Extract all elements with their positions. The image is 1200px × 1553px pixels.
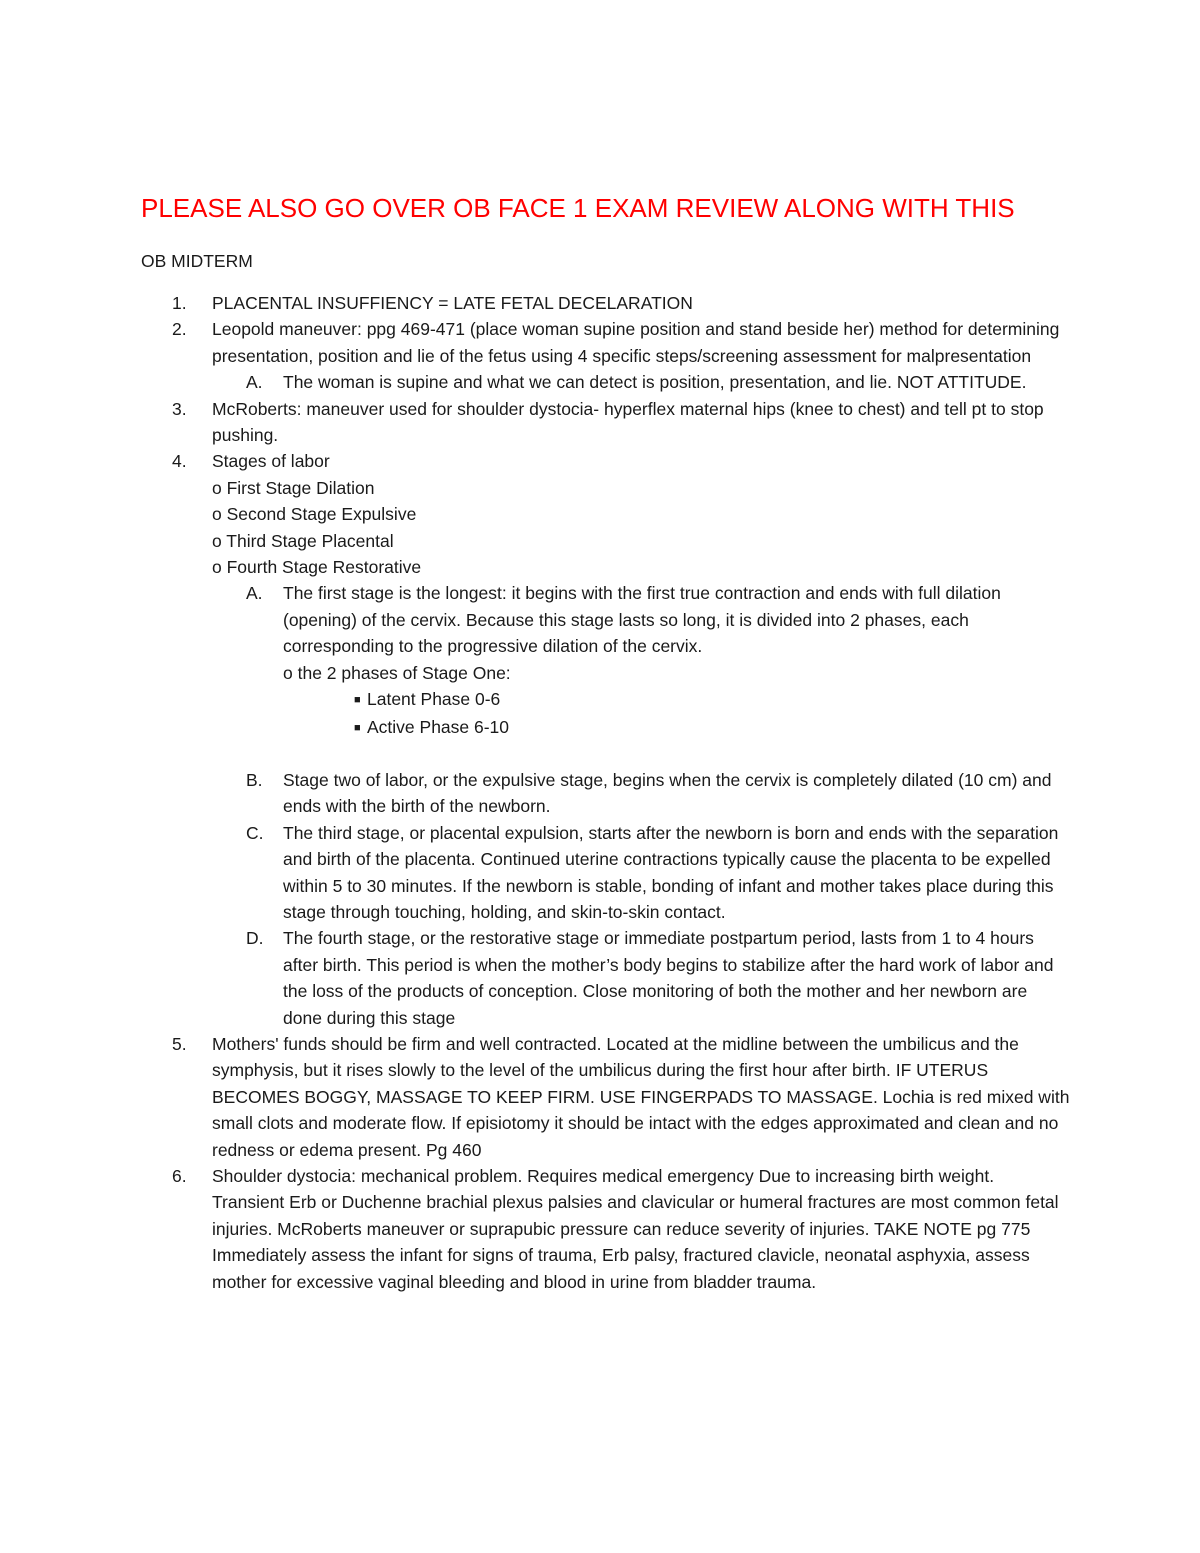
sub-list-text: The first stage is the longest: it begins with the first true contraction and ends with full dilation (opening) of the cervix. Because this stage lasts so long, it is divided into 2 phases, each corresponding to the progressive dilation of the cervix. bbox=[283, 583, 1001, 657]
sub-list-item bbox=[0, 369, 1200, 395]
sub-list-letter: A. bbox=[246, 583, 263, 604]
phase-item: ■ Active Phase 6-10 bbox=[354, 714, 1200, 741]
phase-item: ■ Latent Phase 0-6 bbox=[354, 686, 1200, 713]
sub-list-letter: B. bbox=[246, 769, 263, 790]
list-item bbox=[0, 448, 1200, 474]
document-title: OB MIDTERM bbox=[141, 251, 253, 271]
list-item-text: Shoulder dystocia: mechanical problem. Requires medical emergency Due to increasing birth weight. Transient Erb or Duchenne brachial plexus palsies and clavicular or humeral fractures are most common fetal injuries. McRoberts maneuver or suprapubic pressure can reduce severity of injuries. TAKE NOTE pg 775 Immediately assess the infant for signs of trauma, Erb palsy, fractured clavicle, neonatal asphyxia, assess mother for excessive vaginal bleeding and blood in urine from bladder trauma. bbox=[212, 1166, 1059, 1292]
list-item bbox=[0, 316, 1200, 369]
list-number: 6. bbox=[172, 1166, 187, 1186]
sub-list-text: Stage two of labor, or the expulsive stage, begins when the cervix is completely dilated (10 cm) and ends with the birth of the newborn. bbox=[283, 769, 1052, 817]
sub-list-letter: C. bbox=[246, 822, 264, 843]
sub-list-letter: A. bbox=[246, 372, 263, 393]
list-item bbox=[0, 396, 1200, 449]
list-item bbox=[0, 290, 1200, 316]
list-item-text: Mothers' funds should be firm and well contracted. Located at the midline between the umbilicus and the symphysis, but it rises slowly to the level of the umbilicus during the first hour after birth. IF UTERUS BECOMES BOGGY, MASSAGE TO KEEP FIRM. USE FINGERPADS TO MASSAGE. Lochia is red mixed with small clots and moderate flow. If episiotomy it should be intact with the edges approximated and clean and no redness or edema present. Pg 460 bbox=[212, 1033, 1070, 1160]
list-item-text: Leopold maneuver: ppg 469-471 (place woman supine position and stand beside her) method for determining presentation, position and lie of the fetus using 4 specific steps/screening assessment for malpresentation bbox=[212, 319, 1060, 366]
square-bullet-icon: ■ bbox=[354, 694, 361, 707]
spacer bbox=[0, 741, 1200, 767]
list-number: 5. bbox=[172, 1033, 187, 1054]
sub-list-item bbox=[0, 580, 1200, 659]
stage-bullet: o Second Stage Expulsive bbox=[212, 504, 417, 525]
list-number: 4. bbox=[172, 451, 187, 472]
sub-list-text: The woman is supine and what we can detect is position, presentation, and lie. NOT ATTITUDE. bbox=[283, 372, 1027, 393]
stage-bullet: o Fourth Stage Restorative bbox=[212, 557, 422, 578]
sub-list-text: The fourth stage, or the restorative stage or immediate postpartum period, lasts from 1 to 4 hours after birth. This period is when the mother’s body begins to stabilize after the hard work of labor and the loss of the products of conception. Close monitoring of both the mother and her newborn are done during this stage bbox=[283, 928, 1054, 1028]
square-bullet-icon: ■ bbox=[354, 721, 361, 734]
list-item-text: McRoberts: maneuver used for shoulder dystocia- hyperflex maternal hips (knee to chest) and tell pt to stop pushing. bbox=[212, 398, 1044, 446]
page-header: PLEASE ALSO GO OVER OB FACE 1 EXAM REVIEW ALONG WITH THIS bbox=[141, 193, 1015, 223]
list-item bbox=[0, 1031, 1200, 1163]
list-number: 3. bbox=[172, 398, 187, 419]
stage-bullet: o Third Stage Placental bbox=[212, 530, 394, 551]
sub-list-text: The third stage, or placental expulsion, starts after the newborn is born and ends with the separation and birth of the placenta. Continued uterine contractions typically cause the placenta to be expelled within 5 to 30 minutes. If the newborn is stable, bonding of infant and mother takes place during this stage through touching, holding, and skin-to-skin contact. bbox=[283, 822, 1059, 922]
list-item-text: Stages of labor bbox=[212, 451, 330, 472]
phases-bullet: o the 2 phases of Stage One: bbox=[283, 662, 511, 683]
numbered-list bbox=[0, 290, 1200, 1295]
list-number: 1. bbox=[172, 293, 187, 313]
list-item bbox=[0, 1163, 1200, 1295]
list-number: 2. bbox=[172, 319, 187, 340]
list-item-text: PLACENTAL INSUFFIENCY = LATE FETAL DECELARATION bbox=[212, 293, 693, 313]
sub-list-letter: D. bbox=[246, 928, 264, 949]
sub-list-item bbox=[0, 767, 1200, 820]
sub-list-item bbox=[0, 820, 1200, 926]
stage-bullet: o First Stage Dilation bbox=[212, 477, 375, 498]
sub-list-item bbox=[0, 925, 1200, 1031]
